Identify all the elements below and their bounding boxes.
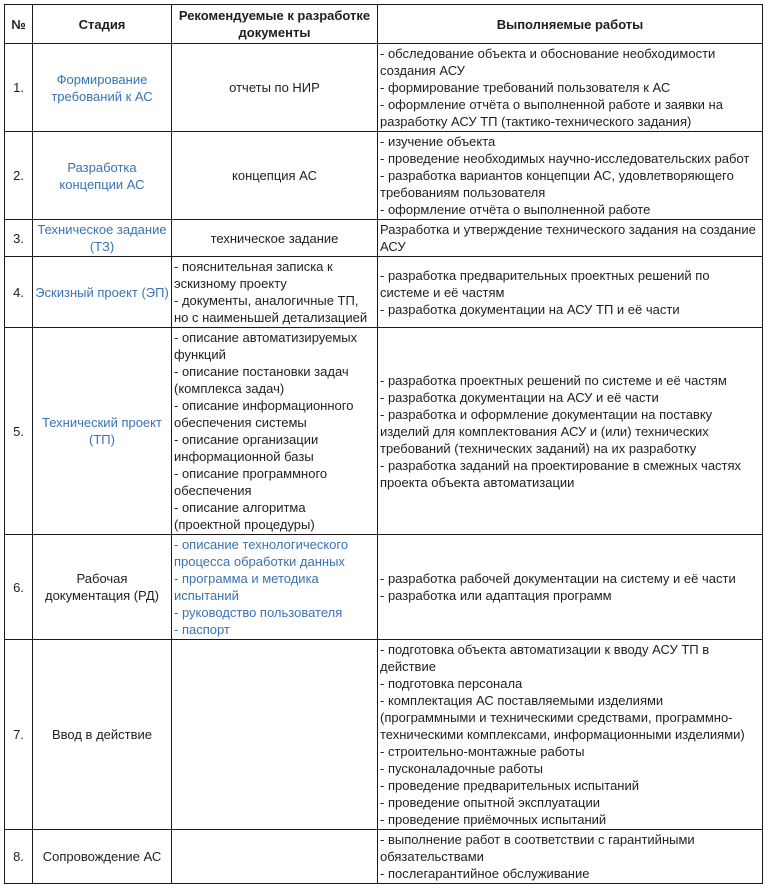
document-item: - описание автоматизируемых функций <box>174 330 358 362</box>
document-item: - документы, аналогичные ТП, но с наименьшей детализацией <box>174 293 368 325</box>
work-item: - разработка предварительных проектных решений по системе и её частям <box>380 267 710 300</box>
stage-label: Рабочая документация (РД) <box>44 571 159 603</box>
work-item: - послегарантийное обслуживание <box>380 866 590 881</box>
row-number: 7. <box>5 640 33 830</box>
works-cell <box>378 830 763 884</box>
document-item: - пояснительная записка к эскизному проекту <box>174 259 333 291</box>
work-item: - разработка рабочей документации на систему и её части <box>380 571 736 586</box>
work-item: - комплектация АС поставляемыми изделиями (программными и техническими средствами, программно-техническими комплексами, информационными изделиями) <box>380 693 745 742</box>
documents-cell <box>172 640 378 830</box>
works-cell <box>378 132 763 220</box>
document-item: - описание информационного обеспечения системы <box>174 398 354 430</box>
works-cell <box>378 257 763 328</box>
documents-cell <box>172 328 378 535</box>
document-item: отчеты по НИР <box>229 80 320 95</box>
column-header-works: Выполняемые работы <box>378 5 763 44</box>
table-row <box>5 328 763 535</box>
work-item: - обследование объекта и обоснование необходимости создания АСУ <box>380 46 716 78</box>
works-cell <box>378 220 763 257</box>
row-number: 2. <box>5 132 33 220</box>
column-header-documents: Рекомендуемые к разработке документы <box>172 5 378 44</box>
table-row <box>5 44 763 132</box>
work-item: - проведение опытной эксплуатации <box>380 795 600 810</box>
documents-cell <box>172 44 378 132</box>
stage-cell <box>33 328 172 535</box>
stage-link[interactable]: Техническое задание (ТЗ) <box>37 222 167 254</box>
stage-link[interactable]: Разработка концепции АС <box>59 159 145 192</box>
work-item: - подготовка персонала <box>380 676 523 691</box>
works-cell <box>378 328 763 535</box>
row-number: 3. <box>5 220 33 257</box>
work-item: - строительно-монтажные работы <box>380 744 585 759</box>
stage-link[interactable]: Эскизный проект (ЭП) <box>35 284 169 300</box>
stage-cell <box>33 535 172 640</box>
work-item: - разработка или адаптация программ <box>380 588 612 603</box>
work-item: - проведение предварительных испытаний <box>380 778 640 793</box>
documents-cell <box>172 132 378 220</box>
work-item: - подготовка объекта автоматизации к вводу АСУ ТП в действие <box>380 642 710 674</box>
work-item: - разработка и оформление документации на поставку изделий для комплектования АСУ и (или) технических требований (технических заданий) на их разработку <box>380 406 713 456</box>
row-number: 5. <box>5 328 33 535</box>
stage-cell <box>33 220 172 257</box>
document-link[interactable]: - программа и методика испытаний <box>174 571 319 603</box>
document-item: концепция АС <box>232 168 317 183</box>
stage-cell <box>33 44 172 132</box>
work-item: - оформление отчёта о выполненной работе <box>380 202 651 217</box>
as-development-stages-table <box>4 4 763 884</box>
table-row <box>5 132 763 220</box>
works-cell <box>378 640 763 830</box>
stage-label: Ввод в действие <box>51 727 153 742</box>
works-cell <box>378 535 763 640</box>
work-item: - проведение необходимых научно-исследовательских работ <box>380 151 750 166</box>
column-header-stage: Стадия <box>33 5 172 44</box>
row-number: 6. <box>5 535 33 640</box>
documents-cell <box>172 220 378 257</box>
table-row <box>5 640 763 830</box>
work-item: - разработка вариантов концепции АС, удовлетворяющего требованиям пользователя <box>380 168 734 200</box>
stage-cell <box>33 830 172 884</box>
document-item: - описание алгоритма (проектной процедуры) <box>174 500 315 532</box>
table-header-row <box>5 5 763 44</box>
documents-cell <box>172 830 378 884</box>
table-row <box>5 220 763 257</box>
stage-link[interactable]: Формирование требований к АС <box>51 71 153 104</box>
stage-link[interactable]: Технический проект (ТП) <box>42 415 162 447</box>
document-link[interactable]: - паспорт <box>174 622 230 637</box>
work-item: - проведение приёмочных испытаний <box>380 812 607 827</box>
work-item: - пусконаладочные работы <box>380 761 543 776</box>
stage-cell <box>33 132 172 220</box>
work-item: - разработка документации на АСУ ТП и её части <box>380 301 680 317</box>
row-number: 8. <box>5 830 33 884</box>
row-number: 4. <box>5 257 33 328</box>
stage-cell <box>33 640 172 830</box>
work-item: - разработка заданий на проектирование в смежных частях проекта объекта автоматизации <box>380 457 742 490</box>
work-item: - выполнение работ в соответствии с гарантийными обязательствами <box>380 832 695 864</box>
works-cell <box>378 44 763 132</box>
row-number: 1. <box>5 44 33 132</box>
document-item: - описание постановки задач (комплекса задач) <box>174 364 349 396</box>
column-header-number: № <box>5 5 33 44</box>
documents-cell <box>172 257 378 328</box>
document-link[interactable]: - руководство пользователя <box>174 605 343 620</box>
work-item: - изучение объекта <box>380 134 496 149</box>
document-item: - описание программного обеспечения <box>174 466 328 498</box>
work-item: - разработка документации на АСУ и её части <box>380 389 659 405</box>
work-item: - формирование требований пользователя к АС <box>380 80 671 95</box>
stage-label: Сопровождение АС <box>42 849 162 864</box>
documents-cell <box>172 535 378 640</box>
document-item: - описание организации информационной базы <box>174 432 319 464</box>
document-item: техническое задание <box>210 230 339 246</box>
table-row <box>5 535 763 640</box>
table-row <box>5 830 763 884</box>
document-link[interactable]: - описание технологического процесса обработки данных <box>174 537 349 569</box>
stage-cell <box>33 257 172 328</box>
work-item: Разработка и утверждение технического задания на создание АСУ <box>380 222 756 254</box>
table-row <box>5 257 763 328</box>
work-item: - оформление отчёта о выполненной работе и заявки на разработку АСУ ТП (тактико-технического задания) <box>380 97 723 129</box>
work-item: - разработка проектных решений по системе и её частям <box>380 372 727 388</box>
